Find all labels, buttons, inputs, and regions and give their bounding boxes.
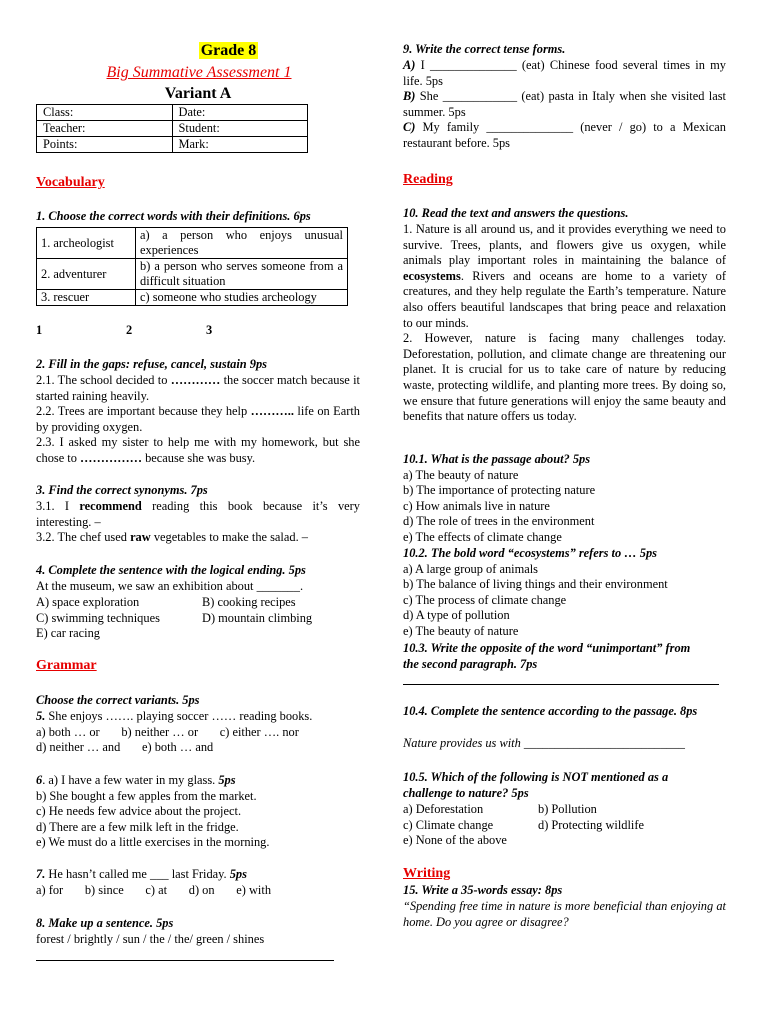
q4-options	[36, 595, 360, 642]
table-row	[37, 259, 348, 290]
option-row	[36, 611, 360, 627]
q10-1-title: 10.1. What is the passage about? 5ps	[403, 452, 591, 466]
q10-4-title: 10.4. Complete the sentence according to the passage. 8ps	[403, 704, 698, 718]
q8-words: forest / brightly / sun / the / the/ green / shines	[36, 932, 265, 946]
q3-title: 3. Find the correct synonyms. 7ps	[36, 483, 208, 497]
q5-stem: 5. She enjoys ……. playing soccer …… reading books.	[36, 709, 313, 723]
mark-field[interactable]: Mark:	[172, 137, 308, 153]
writing-heading: Writing	[403, 866, 451, 881]
option[interactable]: c) Climate change	[403, 817, 494, 832]
q9-item[interactable]: B) She ____________ (eat) pasta in Italy when she visited last summer. 5ps	[403, 89, 726, 119]
grade-title: Grade 8	[200, 42, 257, 59]
teacher-field[interactable]: Teacher:	[37, 121, 173, 137]
q2-title: 2. Fill in the gaps: refuse, cancel, sustain 9ps	[36, 357, 267, 371]
q9-item[interactable]: C) My family ______________ (never / go) to a Mexican restaurant before. 5ps	[403, 120, 726, 150]
option[interactable]: a) Deforestation	[403, 802, 484, 816]
q10-3-title: 10.3. Write the opposite of the word “unimportant” from the second paragraph. 7ps	[403, 641, 691, 671]
option[interactable]: e) The effects of climate change	[403, 529, 562, 544]
q5	[36, 709, 360, 756]
q10-title: 10. Read the text and answers the questions.	[403, 206, 629, 220]
q6-option[interactable]: b) She bought a few apples from the market.	[36, 788, 257, 803]
option[interactable]: E) car racing	[36, 626, 100, 641]
option-row	[403, 833, 726, 849]
info-row	[37, 121, 308, 137]
definition-cell: b) a person who serves someone from a difficult situation	[136, 259, 348, 290]
student-field[interactable]: Student:	[172, 121, 308, 137]
assessment-title: Big Summative Assessment 1	[106, 64, 292, 81]
q2-item: 2.1. The school decided to ………… the soccer match because it started raining heavily.	[36, 373, 360, 403]
word-cell: 2. adventurer	[37, 259, 136, 290]
q4-title: 4. Complete the sentence with the logical ending. 5ps	[36, 563, 306, 577]
table-row	[37, 228, 348, 259]
reading-heading: Reading	[403, 172, 453, 187]
option[interactable]: e) The beauty of nature	[403, 623, 519, 638]
answer-number: 3	[206, 323, 213, 337]
option-row	[403, 818, 726, 834]
option[interactable]: d) A type of pollution	[403, 608, 510, 623]
table-row	[37, 290, 348, 306]
student-info-table	[36, 104, 308, 153]
option-row	[36, 626, 360, 642]
q5-options[interactable]: d) neither … and e) both … and	[36, 740, 214, 755]
paragraph-2: 2. However, nature is facing many challenges today. Deforestation, pollution, and climate change are threatening our planet. It is crucial for us to take care of nature by reducing waste, protecting wildlife, and planting more trees. By doing so, we ensure that future generations will enjoy the same beauty and benefits that nature offers us today.	[403, 331, 726, 424]
definition-cell: c) someone who studies archeology	[136, 290, 348, 306]
q15-title: 15. Write a 35-words essay: 8ps	[403, 883, 563, 897]
q6-first: 6. a) I have a few water in my glass. 5ps	[36, 773, 236, 787]
q10-2-title: 10.2. The bold word “ecosystems” refers to … 5ps	[403, 546, 657, 560]
q8-answer-line[interactable]	[36, 960, 334, 961]
option[interactable]: c) How animals live in nature	[403, 498, 550, 513]
grammar-heading: Grammar	[36, 658, 97, 673]
vocabulary-heading: Vocabulary	[36, 175, 105, 190]
option[interactable]: A) space exploration	[36, 595, 140, 609]
q10-5-title: 10.5. Which of the following is NOT mentioned as a challenge to nature? 5ps	[403, 770, 669, 800]
q7-options[interactable]: a) for b) since c) at d) on e) with	[36, 882, 272, 897]
q2-items	[36, 373, 360, 467]
option[interactable]: C) swimming techniques	[36, 610, 160, 625]
option[interactable]: B) cooking recipes	[202, 595, 296, 609]
q9-items	[403, 58, 726, 152]
q10-3-answer-line[interactable]	[403, 684, 719, 685]
essay-prompt: “Spending free time in nature is more beneficial than enjoying at home. Do you agree or disagree?	[403, 899, 726, 929]
q6-option[interactable]: d) There are a few milk left in the fridge.	[36, 819, 239, 834]
q8-title: 8. Make up a sentence. 5ps	[36, 916, 174, 930]
q10-4-stem[interactable]: Nature provides us with __________________________	[403, 736, 686, 750]
q2-item: 2.3. I asked my sister to help me with my homework, but she chose to …………… because she was busy.	[36, 435, 360, 465]
variant-title: Variant A	[164, 85, 232, 102]
q3-item: 3.1. I recommend reading this book because it’s very interesting. –	[36, 499, 360, 529]
class-field[interactable]: Class:	[37, 105, 173, 121]
option[interactable]: c) The process of climate change	[403, 592, 567, 607]
option[interactable]: e) None of the above	[403, 833, 507, 848]
info-row	[37, 137, 308, 153]
info-row	[37, 105, 308, 121]
q6-option[interactable]: e) We must do a little exercises in the morning.	[36, 835, 270, 850]
option[interactable]: D) mountain climbing	[202, 610, 313, 625]
q2-item: 2.2. Trees are important because they help ……….. life on Earth by providing oxygen.	[36, 404, 360, 434]
option[interactable]: a) A large group of animals	[403, 561, 539, 576]
q10-1	[403, 452, 726, 546]
answer-number: 1	[36, 323, 43, 337]
q10-5-options	[403, 802, 726, 849]
q7	[36, 867, 360, 898]
q4-stem: At the museum, we saw an exhibition about _______.	[36, 579, 304, 593]
q6-option[interactable]: c) He needs few advice about the project.	[36, 804, 242, 819]
paragraph-1: 1. Nature is all around us, and it provides everything we need to survive. Trees, plants, and flowers give us oxygen, while animals play important roles in maintaining the balance of ecosystems. Rivers and oceans are home to a variety of creatures, and they help regulate the Earth’s temperature. Nature also offers beautiful landscapes that bring peace and relaxation to our minds.	[403, 222, 726, 330]
q9-item[interactable]: A) I ______________ (eat) Chinese food several times in my life. 5ps	[403, 58, 726, 88]
option-row	[403, 802, 726, 818]
option[interactable]: b) The balance of living things and their environment	[403, 577, 668, 592]
definition-cell: a) a person who enjoys unusual experiences	[136, 228, 348, 259]
answer-number: 2	[126, 323, 133, 337]
option[interactable]: a) The beauty of nature	[403, 467, 519, 482]
q10-2	[403, 546, 726, 640]
word-cell: 1. archeologist	[37, 228, 136, 259]
definitions-table	[36, 227, 348, 306]
option[interactable]: b) Pollution	[538, 802, 597, 816]
word-cell: 3. rescuer	[37, 290, 136, 306]
q3-items	[36, 499, 360, 546]
option[interactable]: d) Protecting wildlife	[538, 817, 644, 832]
reading-passage	[403, 222, 726, 425]
q7-stem: 7. He hasn’t called me ___ last Friday. 5ps	[36, 867, 247, 881]
q5-options[interactable]: a) both … or b) neither … or c) either …. nor	[36, 724, 299, 739]
option[interactable]: d) The role of trees in the environment	[403, 514, 595, 529]
option-row	[36, 595, 360, 611]
points-field[interactable]: Points:	[37, 137, 173, 153]
option[interactable]: b) The importance of protecting nature	[403, 483, 596, 498]
grammar-title: Choose the correct variants. 5ps	[36, 693, 200, 707]
q3-item: 3.2. The chef used raw vegetables to make the salad. –	[36, 530, 308, 545]
q1-title: 1. Choose the correct words with their definitions. 6ps	[36, 209, 311, 223]
q9-title: 9. Write the correct tense forms.	[403, 42, 566, 56]
date-field[interactable]: Date:	[172, 105, 308, 121]
q6	[36, 773, 360, 851]
